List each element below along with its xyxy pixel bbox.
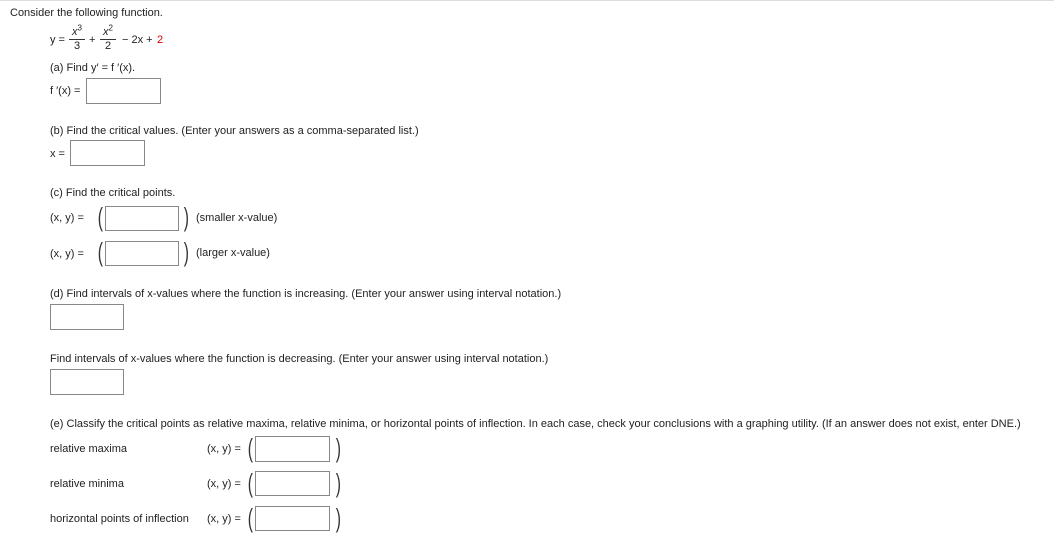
left-paren: (: [247, 503, 253, 533]
xy-label: (x, y) =: [207, 513, 241, 525]
fraction-x2-over-2: [100, 23, 116, 52]
xy-label: (x, y) =: [207, 478, 241, 490]
eq-plus: +: [89, 34, 96, 46]
part-a-prompt: (a) Find y′ = f ′(x).: [50, 62, 136, 74]
left-paren: (: [247, 433, 253, 463]
smaller-note: (smaller x-value): [196, 212, 278, 224]
right-paren: ): [335, 503, 341, 533]
inflection-label: horizontal points of inflection: [50, 513, 189, 525]
right-paren: ): [183, 237, 189, 267]
critical-values-input[interactable]: [70, 140, 145, 166]
larger-note: (larger x-value): [196, 247, 270, 259]
xy-label: (x, y) =: [207, 443, 241, 455]
part-c-prompt: (c) Find the critical points.: [50, 187, 176, 199]
relative-maxima-input[interactable]: [255, 436, 330, 462]
critical-point-label: (x, y) =: [50, 248, 84, 260]
derivative-input[interactable]: [86, 78, 161, 104]
critical-point-smaller-input[interactable]: [105, 206, 179, 231]
right-paren: ): [183, 202, 189, 232]
eq-constant: 2: [157, 34, 164, 46]
left-paren: (: [97, 202, 103, 232]
inflection-input[interactable]: [255, 506, 330, 531]
eq-y: y =: [50, 34, 65, 46]
num: x: [103, 26, 109, 38]
right-paren: ): [335, 468, 341, 498]
critical-point-label: (x, y) =: [50, 212, 84, 224]
den: 2: [104, 40, 112, 52]
decreasing-prompt: Find intervals of x-values where the function is decreasing. (Enter your answer using interval notation.): [50, 353, 549, 365]
fraction-x3-over-3: [69, 23, 85, 52]
decreasing-intervals-input[interactable]: [50, 369, 124, 395]
increasing-intervals-input[interactable]: [50, 304, 124, 330]
num: x: [72, 26, 78, 38]
relative-minima-input[interactable]: [255, 471, 330, 496]
part-e-prompt: (e) Classify the critical points as relative maxima, relative minima, or horizontal points of inflection. In each case, check your conclusions with a graphing utility. (If an answer does not exist, enter DNE.): [50, 418, 1021, 430]
den: 3: [73, 40, 81, 52]
critical-point-larger-input[interactable]: [105, 241, 179, 266]
right-paren: ): [335, 433, 341, 463]
part-d-prompt: (d) Find intervals of x-values where the function is increasing. (Enter your answer using interval notation.): [50, 288, 562, 300]
relative-minima-label: relative minima: [50, 478, 124, 490]
eq-rest: − 2x +: [122, 34, 153, 46]
relative-maxima-label: relative maxima: [50, 443, 128, 455]
part-b-prompt: (b) Find the critical values. (Enter your answers as a comma-separated list.): [50, 125, 419, 137]
exp: 3: [77, 23, 82, 33]
part-a-label: f ′(x) =: [50, 85, 81, 97]
left-paren: (: [97, 237, 103, 267]
exp: 2: [108, 23, 113, 33]
intro-text: Consider the following function.: [10, 7, 163, 19]
part-b-label: x =: [50, 148, 65, 160]
left-paren: (: [247, 468, 253, 498]
